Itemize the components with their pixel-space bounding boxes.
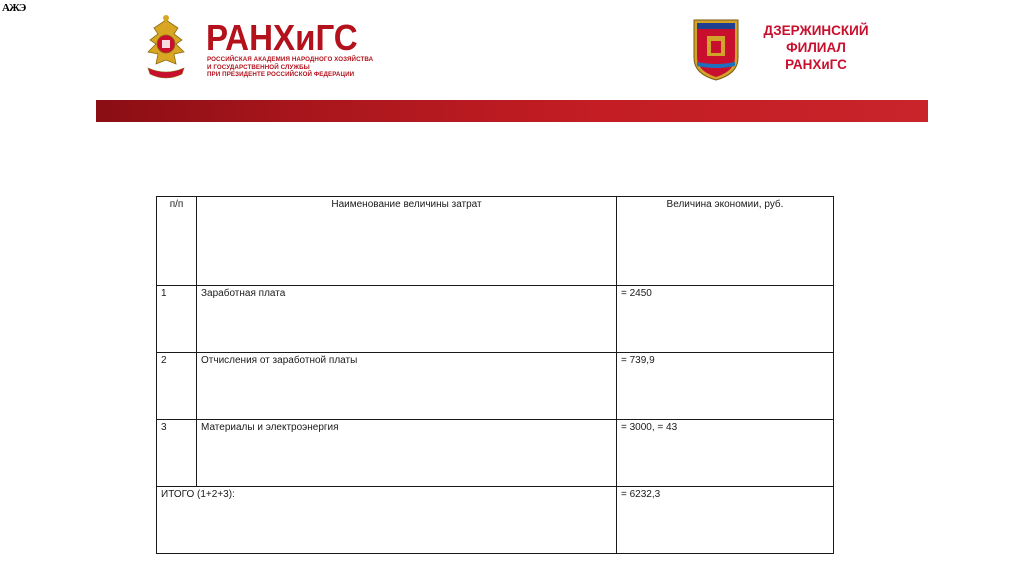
table-total-row bbox=[157, 487, 834, 554]
brand-subtitle bbox=[207, 56, 373, 79]
brand-name: РАНХиГС bbox=[206, 17, 358, 58]
total-value: = 6232,3 bbox=[617, 487, 834, 554]
header-cost-name: Наименование величины затрат bbox=[197, 197, 617, 286]
branch-title bbox=[748, 22, 884, 73]
branch-title-line: ДЗЕРЖИНСКИЙ bbox=[763, 23, 869, 38]
row-num: 3 bbox=[157, 420, 197, 487]
row-cost-name: Заработная плата bbox=[197, 286, 617, 353]
row-savings-value: = 3000, = 43 bbox=[617, 420, 834, 487]
table-row bbox=[157, 353, 834, 420]
table-row bbox=[157, 420, 834, 487]
row-savings-value: = 739,9 bbox=[617, 353, 834, 420]
header-num: п/п bbox=[157, 197, 197, 286]
corner-mark: АЖЭ bbox=[2, 2, 26, 14]
row-num: 1 bbox=[157, 286, 197, 353]
header-divider-band bbox=[96, 100, 928, 122]
branch-title-line: РАНХиГС bbox=[785, 57, 847, 72]
total-label: ИТОГО (1+2+3): bbox=[157, 487, 617, 554]
row-cost-name: Материалы и электроэнергия bbox=[197, 420, 617, 487]
ranepa-emblem-icon bbox=[140, 14, 192, 84]
row-num: 2 bbox=[157, 353, 197, 420]
table-row bbox=[157, 286, 834, 353]
branch-title-line: ФИЛИАЛ bbox=[786, 40, 846, 55]
table-header-row bbox=[157, 197, 834, 286]
ranepa-logo bbox=[140, 14, 374, 84]
header-savings: Величина экономии, руб. bbox=[617, 197, 834, 286]
row-cost-name: Отчисления от заработной платы bbox=[197, 353, 617, 420]
brand-subtitle-line: ПРИ ПРЕЗИДЕНТЕ РОССИЙСКОЙ ФЕДЕРАЦИИ bbox=[207, 71, 355, 78]
row-savings-value: = 2450 bbox=[617, 286, 834, 353]
savings-table bbox=[156, 196, 834, 554]
dzerzhinsk-coat-of-arms-icon bbox=[692, 16, 740, 82]
brand-subtitle-line: И ГОСУДАРСТВЕННОЙ СЛУЖБЫ bbox=[207, 63, 310, 71]
brand-subtitle-line: РОССИЙСКАЯ АКАДЕМИЯ НАРОДНОГО ХОЗЯЙСТВА bbox=[207, 56, 374, 63]
